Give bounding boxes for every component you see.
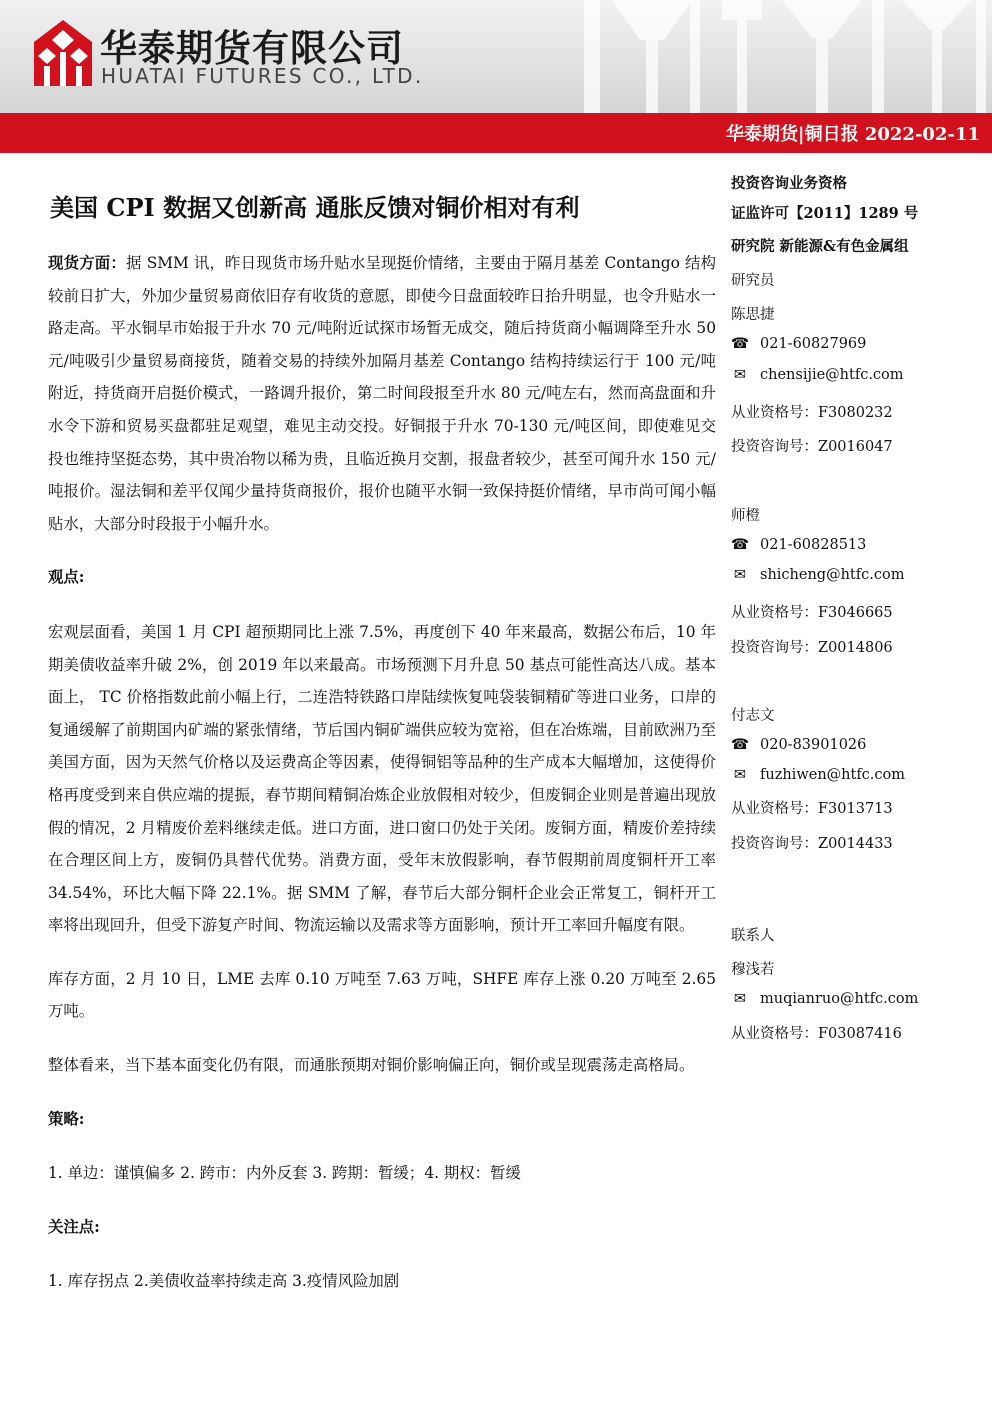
inventory-paragraph: 库存方面，2 月 10 日，LME 去库 0.10 万吨至 7.63 万吨，SHFE 库存上涨 0.20 万吨至 2.65 万吨。 (48, 969, 716, 1021)
spot-text: 据 SMM 讯，昨日现货市场升贴水呈现挺价情绪，主要由于隔月基差 Contango 结构较前日扩大，外加少量贸易商依旧存有收货的意愿，即使今日盘面较昨日抬升明显，也令升贴水一路走高。平水铜早市始报于升水 70 元/吨附近试探市场暂无成交，随后持货商小幅调降至升水 50 元/吨吸引少量贸易商接货，随着交易的持续外加隔月基差 Contango 结构持续运行于 100 元/吨附近，持货商开启挺价模式，一路调升报价，第二时间段报至升水 80 元/吨左右，然而高盘面和升水令下游和贸易买盘都驻足观望，难见主动交投。好铜报于升水 70-130 元/吨区间，即使难见交投也维持坚挺态势，其中贵冶物以稀为贵，且临近换月交割，报盘者较少，甚至可闻升水 150 元/吨报价。湿法铜和差平仅闻少量持货商报价，报价也随平水铜一致保持挺价情绪，早市尚可闻小幅贴水，大部分时段报于小幅升水。 (48, 254, 716, 533)
contact-email[interactable]: ✉ muqianruo@htfc.com (731, 991, 918, 1007)
envelope-icon: ✉ (733, 767, 747, 783)
envelope-icon: ✉ (733, 567, 747, 583)
department: 研究院 新能源&有色金属组 (731, 238, 909, 255)
analyst-phone: ☎ 021-60828513 (731, 537, 867, 553)
qualification-line2: 证监许可【2011】1289 号 (731, 205, 919, 222)
strategy-text: 1. 单边：谨慎偏多 2. 跨市：内外反套 3. 跨期：暂缓；4. 期权：暂缓 (48, 1164, 521, 1183)
analyst-license: 从业资格号：F3013713 (731, 801, 893, 817)
company-name-cn: 华泰期货有限公司 (100, 27, 404, 70)
qualification-line1: 投资咨询业务资格 (731, 175, 847, 192)
phone-icon: ☎ (731, 737, 750, 753)
analyst-advisor-id: 投资咨询号：Z0014433 (731, 836, 893, 852)
macro-paragraph: 宏观层面看，美国 1 月 CPI 超预期同比上涨 7.5%，再度创下 40 年来最高，数据公布后，10 年期美债收益率升破 2%，创 2019 年以来最高。市场预测下月升息 50 基点可能性高达八成。基本面上， TC 价格指数此前小幅上行，二连浩特铁路口岸陆续恢复吨袋装铜精矿等进口业务，口岸的复通缓解了前期国内矿端的紧张情绪，节后国内铜矿端供应较为宽裕，但在冶炼端，目前欧洲乃至美国方面，因为天然气价格以及运费高企等因素，使得铜铝等品种的生产成本大幅增加，这使得价格再度受到来自供应端的提振，春节期间精铜冶炼企业放假相对较少，但废铜企业则是普遍出现放假的情况，2 月精废价差料继续走低。进口方面，进口窗口仍处于关闭。废铜方面，精废价差持续在合理区间上方，废铜仍具替代优势。消费方面，受年末放假影响，春节假期前周度铜杆开工率 34.54%，环比大幅下降 22.1%。据 SMM 了解，春节后大部分铜杆企业会正常复工，铜杆开工率将出现回升，但受下游复产时间、物流运输以及需求等方面影响，预计开工率回升幅度有限。 (48, 622, 716, 935)
phone-icon: ☎ (731, 336, 750, 352)
contact-name: 穆浅若 (731, 962, 775, 978)
envelope-icon: ✉ (733, 991, 747, 1007)
analyst-name: 师橙 (731, 508, 760, 524)
contact-license: 从业资格号：F03087416 (731, 1026, 902, 1042)
analyst-license: 从业资格号：F3046665 (731, 605, 893, 621)
analyst-email[interactable]: ✉ fuzhiwen@htfc.com (731, 767, 905, 783)
analyst-email[interactable]: ✉ shicheng@htfc.com (731, 567, 904, 583)
analyst-phone: ☎ 021-60827969 (731, 336, 867, 352)
header-banner (0, 0, 992, 113)
role-label: 研究员 (731, 273, 775, 289)
analyst-phone: ☎ 020-83901026 (731, 737, 867, 753)
decorative-pillars (572, 0, 992, 113)
spot-label: 现货方面： (48, 254, 126, 272)
analyst-advisor-id: 投资咨询号：Z0016047 (731, 439, 893, 455)
envelope-icon: ✉ (733, 367, 747, 383)
company-name-en: HUATAI FUTURES CO., LTD. (101, 64, 424, 88)
spot-paragraph (48, 247, 716, 540)
phone-icon: ☎ (731, 537, 750, 553)
report-tag: 华泰期货|铜日报 2022-02-11 (726, 124, 980, 145)
analyst-name: 付志文 (731, 708, 775, 724)
overall-paragraph: 整体看来，当下基本面变化仍有限，而通胀预期对铜价影响偏正向，铜价或呈现震荡走高格局。 (48, 1056, 695, 1075)
report-title: 美国 CPI 数据又创新高 通胀反馈对铜价相对有利 (50, 193, 580, 222)
huatai-logo-icon (34, 20, 92, 86)
analyst-email[interactable]: ✉ chensijie@htfc.com (731, 367, 904, 383)
analyst-name: 陈思捷 (731, 307, 775, 323)
strategy-heading: 策略: (48, 1109, 85, 1128)
focus-heading: 关注点: (48, 1217, 100, 1236)
view-heading: 观点: (48, 568, 85, 587)
analyst-advisor-id: 投资咨询号：Z0014806 (731, 640, 893, 656)
report-body (48, 247, 716, 1298)
analyst-license: 从业资格号：F3080232 (731, 405, 893, 421)
contact-role: 联系人 (731, 928, 775, 944)
focus-text: 1. 库存拐点 2.美债收益率持续走高 3.疫情风险加剧 (48, 1272, 400, 1291)
